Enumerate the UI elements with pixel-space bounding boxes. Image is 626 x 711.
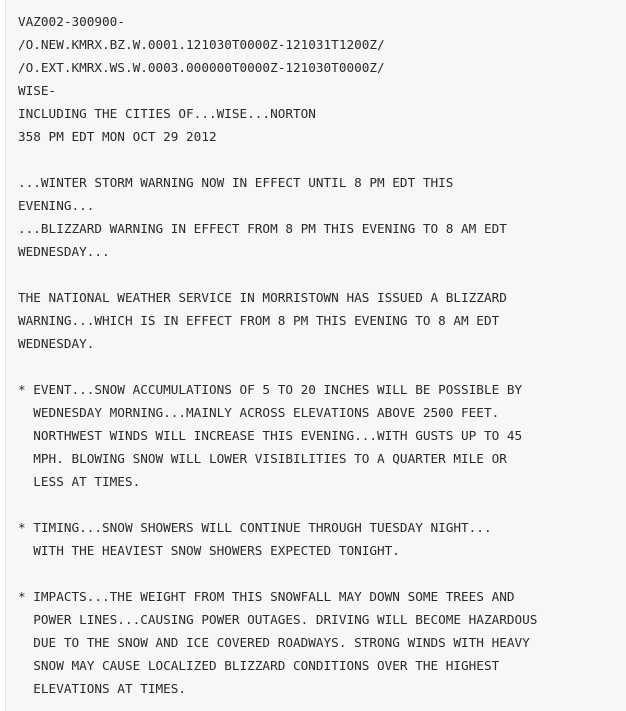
bulletin-line-paragraph: THE NATIONAL WEATHER SERVICE IN MORRISTOWN HAS ISSUED A BLIZZARD [18, 290, 507, 305]
bulletin-line-vtec-ext: /O.EXT.KMRX.WS.W.0003.000000T0000Z-121030T0000Z/ [18, 60, 385, 75]
bulletin-line-event: LESS AT TIMES. [18, 474, 141, 489]
bulletin-line-blank [18, 148, 537, 171]
bulletin-line-impacts: DUE TO THE SNOW AND ICE COVERED ROADWAYS. STRONG WINDS WITH HEAVY [18, 635, 530, 650]
bulletin-line-impacts: POWER LINES...CAUSING POWER OUTAGES. DRIVING WILL BECOME HAZARDOUS [18, 612, 538, 627]
bulletin-line-headline: ...BLIZZARD WARNING IN EFFECT FROM 8 PM THIS EVENING TO 8 AM EDT [18, 221, 507, 236]
bulletin-line-event: MPH. BLOWING SNOW WILL LOWER VISIBILITIES TO A QUARTER MILE OR [18, 451, 507, 466]
bulletin-text [18, 10, 537, 700]
bulletin-line-vtec-new: /O.NEW.KMRX.BZ.W.0001.121030T0000Z-121031T1200Z/ [18, 37, 385, 52]
bulletin-line-headline: WEDNESDAY... [18, 244, 110, 259]
bulletin-line-blank [18, 493, 537, 516]
bulletin-line-event: NORTHWEST WINDS WILL INCREASE THIS EVENING...WITH GUSTS UP TO 45 [18, 428, 523, 443]
bulletin-line-blank [18, 263, 537, 286]
bulletin-line-blank [18, 562, 537, 585]
bulletin-code-block [5, 0, 626, 711]
bulletin-line-impacts: SNOW MAY CAUSE LOCALIZED BLIZZARD CONDITIONS OVER THE HIGHEST [18, 658, 500, 673]
bulletin-line-impacts: ELEVATIONS AT TIMES. [18, 681, 187, 696]
bulletin-line-issued-time: 358 PM EDT MON OCT 29 2012 [18, 129, 217, 144]
bulletin-line-timing: WITH THE HEAVIEST SNOW SHOWERS EXPECTED TONIGHT. [18, 543, 400, 558]
bulletin-line-zone-code: VAZ002-300900- [18, 14, 125, 29]
bulletin-line-headline: EVENING... [18, 198, 95, 213]
bulletin-line-timing: * TIMING...SNOW SHOWERS WILL CONTINUE THROUGH TUESDAY NIGHT... [18, 520, 492, 535]
bulletin-line-cities: INCLUDING THE CITIES OF...WISE...NORTON [18, 106, 316, 121]
bulletin-line-event: * EVENT...SNOW ACCUMULATIONS OF 5 TO 20 INCHES WILL BE POSSIBLE BY [18, 382, 523, 397]
bulletin-line-paragraph: WEDNESDAY. [18, 336, 95, 351]
bulletin-line-blank [18, 355, 537, 378]
bulletin-line-headline: ...WINTER STORM WARNING NOW IN EFFECT UNTIL 8 PM EDT THIS [18, 175, 454, 190]
bulletin-line-impacts: * IMPACTS...THE WEIGHT FROM THIS SNOWFALL MAY DOWN SOME TREES AND [18, 589, 515, 604]
bulletin-line-paragraph: WARNING...WHICH IS IN EFFECT FROM 8 PM THIS EVENING TO 8 AM EDT [18, 313, 500, 328]
bulletin-line-event: WEDNESDAY MORNING...MAINLY ACROSS ELEVATIONS ABOVE 2500 FEET. [18, 405, 500, 420]
bulletin-line-county: WISE- [18, 83, 57, 98]
